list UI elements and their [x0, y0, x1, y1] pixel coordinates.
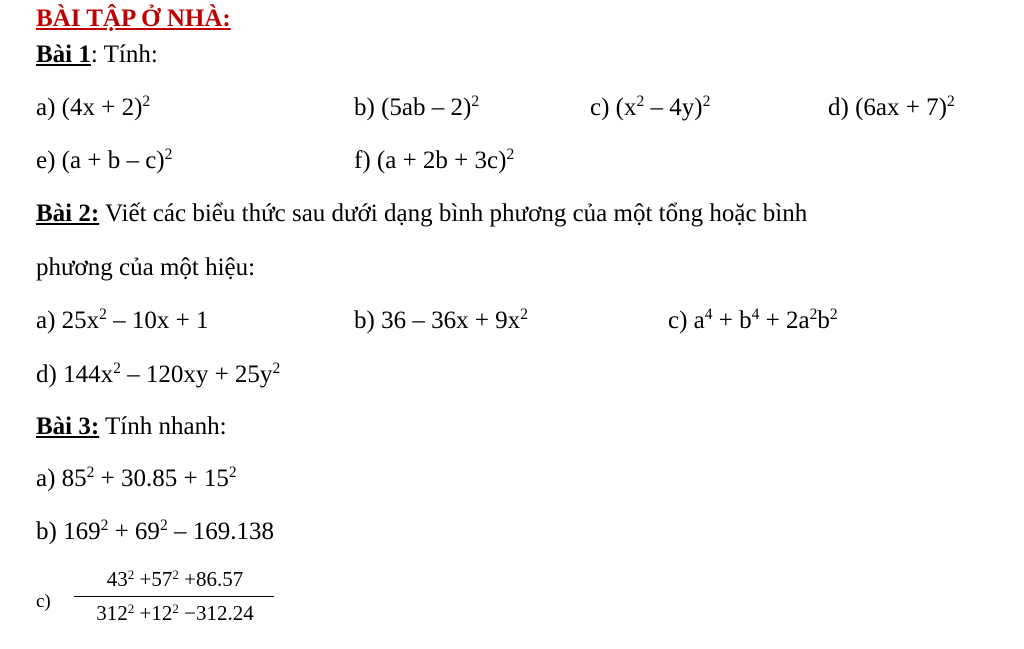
exponent: 2	[86, 464, 95, 482]
exponent: 2	[100, 517, 109, 535]
item-expression: −312.24	[178, 601, 254, 625]
item-prefix: b)	[354, 94, 382, 121]
item-expression: (4x + 2)	[61, 94, 143, 121]
exponent: 2	[809, 306, 818, 324]
exponent: 2	[829, 306, 838, 324]
exponent: 2	[506, 146, 515, 164]
exercise-1-item-f	[354, 146, 514, 176]
item-expression: 312	[96, 601, 128, 625]
item-expression: – 10x + 1	[106, 307, 209, 334]
item-expression: + 2a	[759, 307, 810, 334]
item-expression: +86.57	[178, 567, 244, 591]
exponent: 2	[164, 146, 173, 164]
exercise-2-item-b	[354, 306, 528, 336]
exponent: 2	[471, 93, 480, 111]
item-prefix: c)	[668, 307, 694, 334]
fraction-numerator	[70, 566, 280, 592]
item-expression: + 30.85 + 15	[94, 465, 229, 492]
exponent: 2	[172, 566, 179, 582]
item-expression: (a + b – c)	[61, 147, 165, 174]
exercise-3-instruction: Tính nhanh:	[99, 413, 227, 440]
item-prefix: a)	[36, 465, 62, 492]
exercise-2-item-a	[36, 306, 209, 336]
exercise-2-instruction-cont: phương của một hiệu:	[36, 254, 256, 281]
fraction-bar	[74, 596, 274, 597]
exponent: 2	[228, 464, 237, 482]
exponent: 2	[520, 306, 528, 324]
item-expression: + b	[712, 307, 752, 334]
exercise-1-heading	[36, 40, 158, 70]
exercise-2-item-c	[668, 306, 838, 336]
exercise-3-item-c-prefix: c)	[36, 591, 51, 612]
exercise-1-item-d	[828, 93, 955, 123]
item-expression: – 120xy + 25y	[120, 361, 273, 388]
exercise-2-label: Bài 2:	[36, 200, 100, 227]
item-expression: a	[693, 307, 705, 334]
item-expression: 169	[63, 518, 101, 545]
exercise-2-item-d	[36, 360, 280, 390]
item-expression: 25x	[61, 307, 100, 334]
exercise-1-label: Bài 1	[36, 41, 91, 68]
item-expression: (5ab – 2)	[381, 94, 472, 121]
exercise-1-item-a	[36, 93, 150, 123]
exponent: 2	[127, 566, 135, 582]
item-prefix: b)	[36, 518, 64, 545]
exponent: 2	[946, 93, 955, 111]
fraction-denominator	[70, 600, 280, 626]
exponent: 2	[272, 360, 281, 378]
exercise-1-item-e	[36, 146, 172, 176]
exercise-2-heading	[36, 199, 807, 229]
item-expression: (6ax + 7)	[855, 94, 947, 121]
exercise-1-item-c	[590, 93, 710, 123]
exponent: 2	[99, 306, 107, 324]
exponent: 2	[702, 93, 711, 111]
item-expression: (x	[615, 94, 637, 121]
item-expression: 144x	[63, 361, 114, 388]
item-prefix: a)	[36, 94, 62, 121]
exercise-3-item-a	[36, 464, 237, 494]
item-expression: – 4y)	[644, 94, 703, 121]
item-expression: 36 – 36x + 9x	[381, 307, 521, 334]
item-prefix: b)	[354, 307, 382, 334]
exercise-3-label: Bài 3:	[36, 413, 100, 440]
worksheet-title: BÀI TẬP Ở NHÀ:	[36, 5, 231, 32]
exponent: 2	[636, 93, 645, 111]
item-prefix: a)	[36, 307, 62, 334]
item-expression: +57	[134, 567, 173, 591]
item-prefix: c)	[590, 94, 616, 121]
item-expression: 43	[106, 567, 128, 591]
exercise-3-item-b	[36, 517, 274, 547]
item-prefix: d)	[828, 94, 856, 121]
exponent: 2	[159, 517, 168, 535]
exercise-1-instruction: : Tính:	[90, 41, 158, 68]
item-prefix: f)	[354, 147, 377, 174]
item-expression: + 69	[108, 518, 160, 545]
exercise-3-heading	[36, 412, 227, 442]
exponent: 4	[704, 306, 713, 324]
item-expression: b	[817, 307, 830, 334]
exponent: 2	[142, 93, 151, 111]
item-expression: (a + 2b + 3c)	[376, 147, 507, 174]
item-expression: 85	[61, 465, 87, 492]
exponent: 4	[751, 306, 760, 324]
exercise-2-instruction: Viết các biểu thức sau dưới dạng bình phương của một tổng hoặc bình	[99, 200, 808, 227]
item-prefix: e)	[36, 147, 62, 174]
exponent: 2	[113, 360, 121, 378]
exponent: 2	[172, 600, 179, 616]
exercise-1-item-b	[354, 93, 479, 123]
item-expression: +12	[134, 601, 173, 625]
exponent: 2	[127, 600, 135, 616]
item-prefix: d)	[36, 361, 64, 388]
item-expression: – 169.138	[167, 518, 274, 545]
